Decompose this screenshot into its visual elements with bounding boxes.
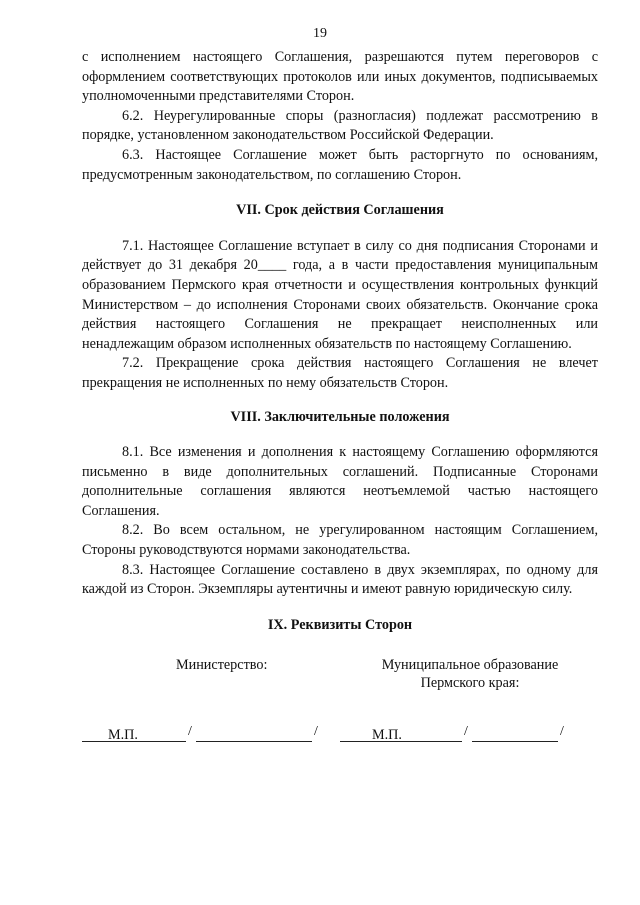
section-8-title: VIII. Заключительные положения [230, 408, 450, 425]
signature-slash-left-1: / [188, 724, 192, 739]
paragraph-6-3: 6.3. Настоящее Соглашение может быть расторгнуто по основаниям, предусмотренным законодательством, по соглашению Сторон. [82, 146, 598, 183]
section-9-title: IX. Реквизиты Сторон [267, 616, 413, 633]
municipality-label-line2: Пермского края: [420, 675, 520, 691]
municipality-label-line1: Муниципальное образование [381, 657, 559, 673]
document-body [82, 48, 598, 635]
paragraph-6-1-continued: с исполнением настоящего Соглашения, разрешаются путем переговоров с оформлением соответствующих протоколов или иных документов, подписываемых уполномоченными представителями Сторон. [82, 49, 598, 105]
paragraph-6-2: 6.2. Неурегулированные споры (разногласия) подлежат рассмотрению в порядке, установленном законодательством Российской Федерации. [82, 107, 598, 144]
paragraph-8-1: 8.1. Все изменения и дополнения к настоящему Соглашению оформляются письменно в виде дополнительных соглашений. Подписанные Сторонами дополнительные соглашения являются неотъемлемой частью настоящего Соглашения. [82, 444, 598, 519]
section-7-title: VII. Срок действия Соглашения [236, 202, 444, 219]
municipality-label [370, 656, 570, 692]
name-line-left [196, 741, 312, 742]
signature-slash-right-2: / [560, 724, 564, 739]
page-number: 19 [313, 26, 327, 41]
paragraph-7-1: 7.1. Настоящее Соглашение вступает в силу со дня подписания Сторонами и действует до 31 декабря 20____ года, а в части предоставления муниципальным образованием Пермского края отчетности и осуществления контрольных функций Министерством – до исполнения Сторонами своих обязательств. Окончание срока действия настоящего Соглашения не прекращает неисполненных или ненадлежащим образом исполненных обязательств по настоящему Соглашению. [82, 237, 598, 352]
signature-slash-right-1: / [464, 724, 468, 739]
paragraph-7-2: 7.2. Прекращение срока действия настоящего Соглашения не влечет прекращения не исполненных по нему обязательств Сторон. [82, 355, 598, 391]
stamp-label-left: М.П. [108, 727, 138, 743]
ministry-label: Министерство: [176, 657, 268, 673]
stamp-label-right: М.П. [372, 727, 402, 743]
name-line-right [472, 741, 558, 742]
paragraph-8-2: 8.2. Во всем остальном, не урегулированном настоящим Соглашением, Стороны руководствуются нормами законодательства. [82, 522, 598, 559]
signature-slash-left-2: / [314, 724, 318, 739]
paragraph-8-3: 8.3. Настоящее Соглашение составлено в двух экземплярах, по одному для каждой из Сторон. Экземпляры аутентичны и имеют равную юридическую силу. [82, 561, 598, 598]
